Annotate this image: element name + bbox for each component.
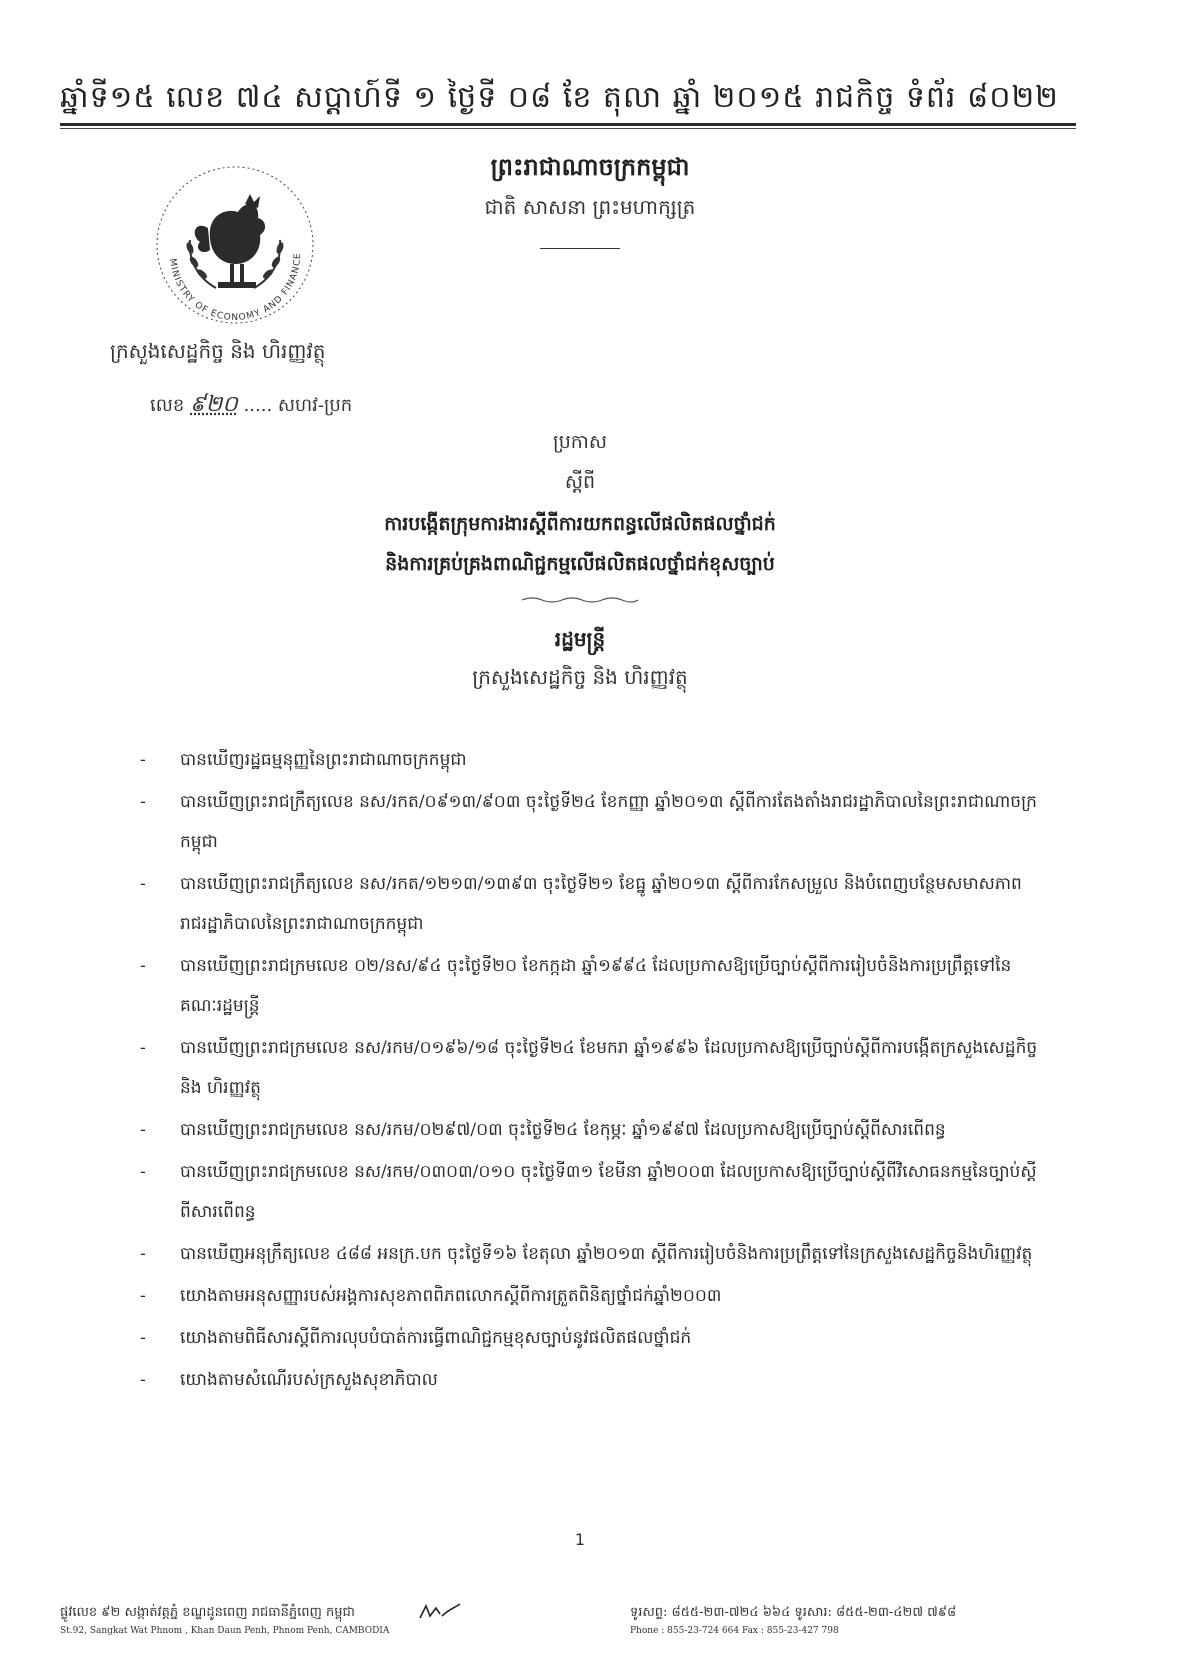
kingdom-name: ព្រះរាជាណាចក្រកម្ពុជា — [490, 152, 690, 181]
ref-number-handwritten: ៩២០ — [190, 392, 238, 417]
recitals-list — [140, 740, 1040, 1402]
footer-contact-en: Phone : 855-23-724 664 Fax : 855-23-427 798 — [630, 1626, 839, 1636]
doc-title-line2: និងការគ្រប់គ្រងពាណិជ្ជកម្មលើផលិតផលថ្នាំជក់ខុសច្បាប់ — [385, 553, 775, 575]
ministry-seal-logo — [150, 160, 320, 330]
initials-signature — [418, 1602, 462, 1622]
recital-item: - បានឃើញព្រះរាជក្រមលេខ នស/រកម/០២៩៧/០៣ ចុះថ្ងៃទី២៤ ខែកុម្ភៈ ឆ្នាំ១៩៩៧ ដែលប្រកាសឱ្យប្រើច្បាប់ស្តីពីសារពើពន្ធ — [140, 1120, 946, 1140]
recital-item: - យោងតាមសំណើរបស់ក្រសួងសុខាភិបាល — [140, 1370, 438, 1390]
doc-title-line1: ការបង្កើតក្រុមការងារស្តីពីការយកពន្ធលើផលិតផលថ្នាំជក់ — [384, 513, 776, 535]
seal-ring-text: MINISTRY OF ECONOMY AND FINANCE — [166, 252, 304, 324]
footer-address-en: St.92, Sangkat Wat Phnom , Khan Daun Penh, Phnom Penh, CAMBODIA — [60, 1626, 390, 1636]
divider-ornament — [520, 596, 640, 604]
recital-item: - បានឃើញព្រះរាជក្រមលេខ ០២/នស/៩៤ ចុះថ្ងៃទី២០ ខែកក្កដា ឆ្នាំ១៩៩៤ ដែលប្រកាសឱ្យប្រើច្បាប់ស្តីពីការរៀបចំនិងការប្រព្រឹត្តទៅនៃគណៈរដ្ឋមន្ត្រី — [140, 956, 1012, 1016]
footer-contact-km: ទូរសព្ទ: ៨៥៥-២៣-៧២៤ ៦៦៤ ទូរសារ: ៨៥៥-២៣-៤២៧ ៧៩៨ — [630, 1605, 957, 1620]
recital-item: - យោងតាមពិធីសារស្តីពីការលុបបំបាត់ការធ្វើពាណិជ្ជកម្មខុសច្បាប់នូវផលិតផលថ្នាំជក់ — [140, 1328, 692, 1348]
gazette-header: ឆ្នាំទី១៥ លេខ ៧៤ សប្តាហ៍ទី ១ ថ្ងៃទី ០៨ ខែ តុលា ឆ្នាំ ២០១៥ រាជកិច្ច ទំព័រ ៨០២២ — [60, 80, 1059, 115]
ref-suffix: សហវ-ប្រក — [277, 395, 353, 416]
doc-subject-label: ស្តីពី — [564, 471, 596, 493]
ministry-heading: ក្រសួងសេដ្ឋកិច្ច និង ហិរញ្ញវត្ថុ — [472, 665, 688, 689]
recital-item: - បានឃើញរដ្ឋធម្មនុញ្ញនៃព្រះរាជាណាចក្រកម្ពុជា — [140, 750, 467, 770]
header-rule — [60, 123, 1076, 126]
kingdom-motto: ជាតិ សាសនា ព្រះមហាក្សត្រ — [484, 195, 696, 219]
footer-address — [60, 1604, 540, 1636]
doc-type-prakas: ប្រកាស — [553, 431, 607, 453]
recital-item: - បានឃើញព្រះរាជក្រមលេខ នស/រកម/០១៩៦/១៨ ចុះថ្ងៃទី២៤ ខែមករា ឆ្នាំ១៩៩៦ ដែលប្រកាសឱ្យប្រើច្បាប់ស្តីពីការបង្កើតក្រសួងសេដ្ឋកិច្ច និង ហិរញ្ញវត្ថុ — [140, 1038, 1038, 1098]
recital-item: - បានឃើញព្រះរាជក្រឹត្យលេខ នស/រកត/១២១៣/១៣៩៣ ចុះថ្ងៃទី២១ ខែធ្នូ ឆ្នាំ២០១៣ ស្តីពីការកែសម្រួល និងបំពេញបន្ថែមសមាសភាពរាជរដ្ឋាភិបាលនៃព្រះរាជាណាចក្រកម្ពុជា — [140, 874, 1022, 934]
page-number: 1 — [574, 1530, 586, 1549]
header-rule-thin — [60, 128, 1076, 129]
recital-item: - យោងតាមអនុសញ្ញារបស់អង្គការសុខភាពពិភពលោកស្តីពីការត្រួតពិនិត្យថ្នាំជក់ឆ្នាំ២០០៣ — [140, 1286, 722, 1306]
footer-address-km: ផ្លូវលេខ ៩២ សង្កាត់វត្តភ្នំ ខណ្ឌដូនពេញ រាជធានីភ្នំពេញ កម្ពុជា — [60, 1605, 355, 1620]
recital-item: - បានឃើញអនុក្រឹត្យលេខ ៤៨៨ អនក្រ.បក ចុះថ្ងៃទី១៦ ខែតុលា ឆ្នាំ២០១៣ ស្តីពីការរៀបចំនិងការប្រព្រឹត្តទៅនៃក្រសួងសេដ្ឋកិច្ចនិងហិរញ្ញវត្ថុ — [140, 1244, 1033, 1264]
footer-contact — [630, 1604, 1080, 1636]
motto-divider — [540, 248, 620, 249]
minister-heading: រដ្ឋមន្ត្រី — [554, 627, 606, 651]
recital-item: - បានឃើញព្រះរាជក្រមលេខ នស/រកម/០៣០៣/០១០ ចុះថ្ងៃទី៣១ ខែមីនា ឆ្នាំ២០០៣ ដែលប្រកាសឱ្យប្រើច្បាប់ស្តីពីវិសោធនកម្មនៃច្បាប់ស្តីពីសារពើពន្ធ — [140, 1162, 1037, 1222]
ref-label: លេខ — [150, 395, 185, 416]
reference-number: លេខ ៩២០ ..... សហវ-ប្រក — [150, 392, 353, 417]
ministry-name: ក្រសួងសេដ្ឋកិច្ច និង ហិរញ្ញវត្ថុ — [110, 339, 326, 363]
recital-item: - បានឃើញព្រះរាជក្រឹត្យលេខ នស/រកត/០៩១៣/៩០៣ ចុះថ្ងៃទី២៤ ខែកញ្ញា ឆ្នាំ២០១៣ ស្តីពីការតែងតាំងរាជរដ្ឋាភិបាលនៃព្រះរាជាណាចក្រកម្ពុជា — [140, 792, 1037, 852]
